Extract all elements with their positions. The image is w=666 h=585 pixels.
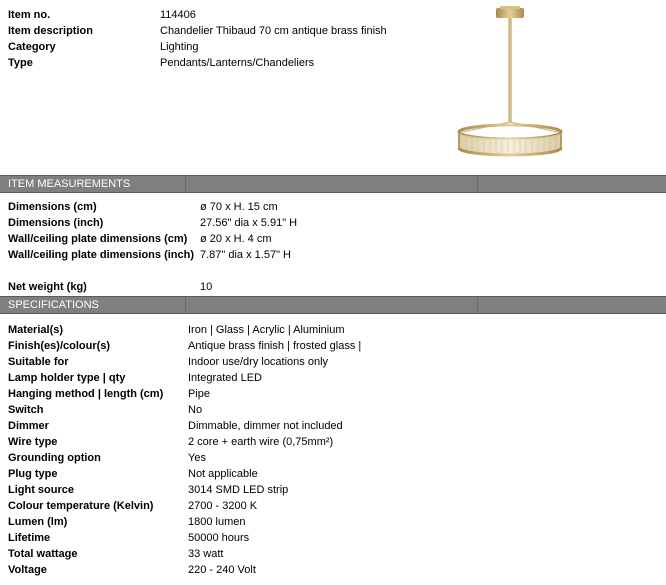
item-measurements-header [0, 175, 666, 193]
spec-value: 1800 lumen [188, 516, 246, 528]
item-no-value: 114406 [160, 9, 196, 21]
spec-value: 50000 hours [188, 532, 250, 544]
spec-value: 33 watt [188, 548, 224, 560]
item-measurements-title: ITEM MEASUREMENTS [8, 178, 131, 190]
spec-label: Colour temperature (Kelvin) [8, 500, 154, 512]
type-label: Type [8, 57, 33, 69]
category-label: Category [8, 41, 56, 53]
measurement-value: ø 20 x H. 4 cm [200, 233, 272, 245]
item-description-label: Item description [8, 25, 93, 37]
spec-label: Dimmer [8, 420, 49, 432]
measurement-label: Dimensions (inch) [8, 217, 104, 229]
item-no-label: Item no. [8, 9, 51, 21]
specifications-title: SPECIFICATIONS [8, 299, 99, 311]
spec-label: Plug type [8, 468, 58, 480]
specifications-header [0, 296, 666, 314]
column-divider [477, 176, 478, 192]
spec-label: Hanging method | length (cm) [8, 388, 164, 400]
spec-label: Switch [8, 404, 44, 416]
spec-value: No [188, 404, 203, 416]
measurement-value: ø 70 x H. 15 cm [200, 201, 278, 213]
spec-value: Integrated LED [188, 372, 262, 384]
net-weight-label: Net weight (kg) [8, 281, 87, 293]
spec-value: 2700 - 3200 K [188, 500, 258, 512]
category-value: Lighting [160, 41, 199, 53]
spec-label: Material(s) [8, 324, 64, 336]
spec-value: 2 core + earth wire (0,75mm²) [188, 436, 334, 448]
spec-value: Indoor use/dry locations only [188, 356, 329, 368]
measurement-label: Dimensions (cm) [8, 201, 97, 213]
measurement-value: 27.56" dia x 5.91" H [200, 217, 298, 229]
net-weight-value: 10 [200, 281, 213, 293]
measurement-value: 7.87" dia x 1.57" H [200, 249, 291, 261]
spec-label: Voltage [8, 564, 47, 576]
measurement-label: Wall/ceiling plate dimensions (inch) [8, 249, 195, 261]
item-description-value: Chandelier Thibaud 70 cm antique brass finish [160, 25, 387, 37]
spec-value: 3014 SMD LED strip [188, 484, 289, 496]
spec-label: Light source [8, 484, 75, 496]
measurement-label: Wall/ceiling plate dimensions (cm) [8, 233, 188, 245]
spec-value: Pipe [188, 388, 211, 400]
spec-label: Lumen (lm) [8, 516, 68, 528]
spec-label: Finish(es)/colour(s) [8, 340, 111, 352]
spec-value: Dimmable, dimmer not included [188, 420, 343, 432]
column-divider [477, 297, 478, 313]
column-divider [185, 297, 186, 313]
spec-label: Wire type [8, 436, 58, 448]
spec-value: Not applicable [188, 468, 258, 480]
spec-value: Antique brass finish | frosted glass | [188, 340, 362, 352]
spec-label: Suitable for [8, 356, 69, 368]
type-value: Pendants/Lanterns/Chandeliers [160, 57, 315, 69]
spec-label: Lifetime [8, 532, 51, 544]
spec-label: Total wattage [8, 548, 78, 560]
spec-label: Lamp holder type | qty [8, 372, 126, 384]
spec-value: Iron | Glass | Acrylic | Aluminium [188, 324, 345, 336]
spec-value: 220 - 240 Volt [188, 564, 256, 576]
spec-label: Grounding option [8, 452, 101, 464]
spec-value: Yes [188, 452, 206, 464]
column-divider [185, 176, 186, 192]
chandelier-product-image [452, 4, 568, 164]
